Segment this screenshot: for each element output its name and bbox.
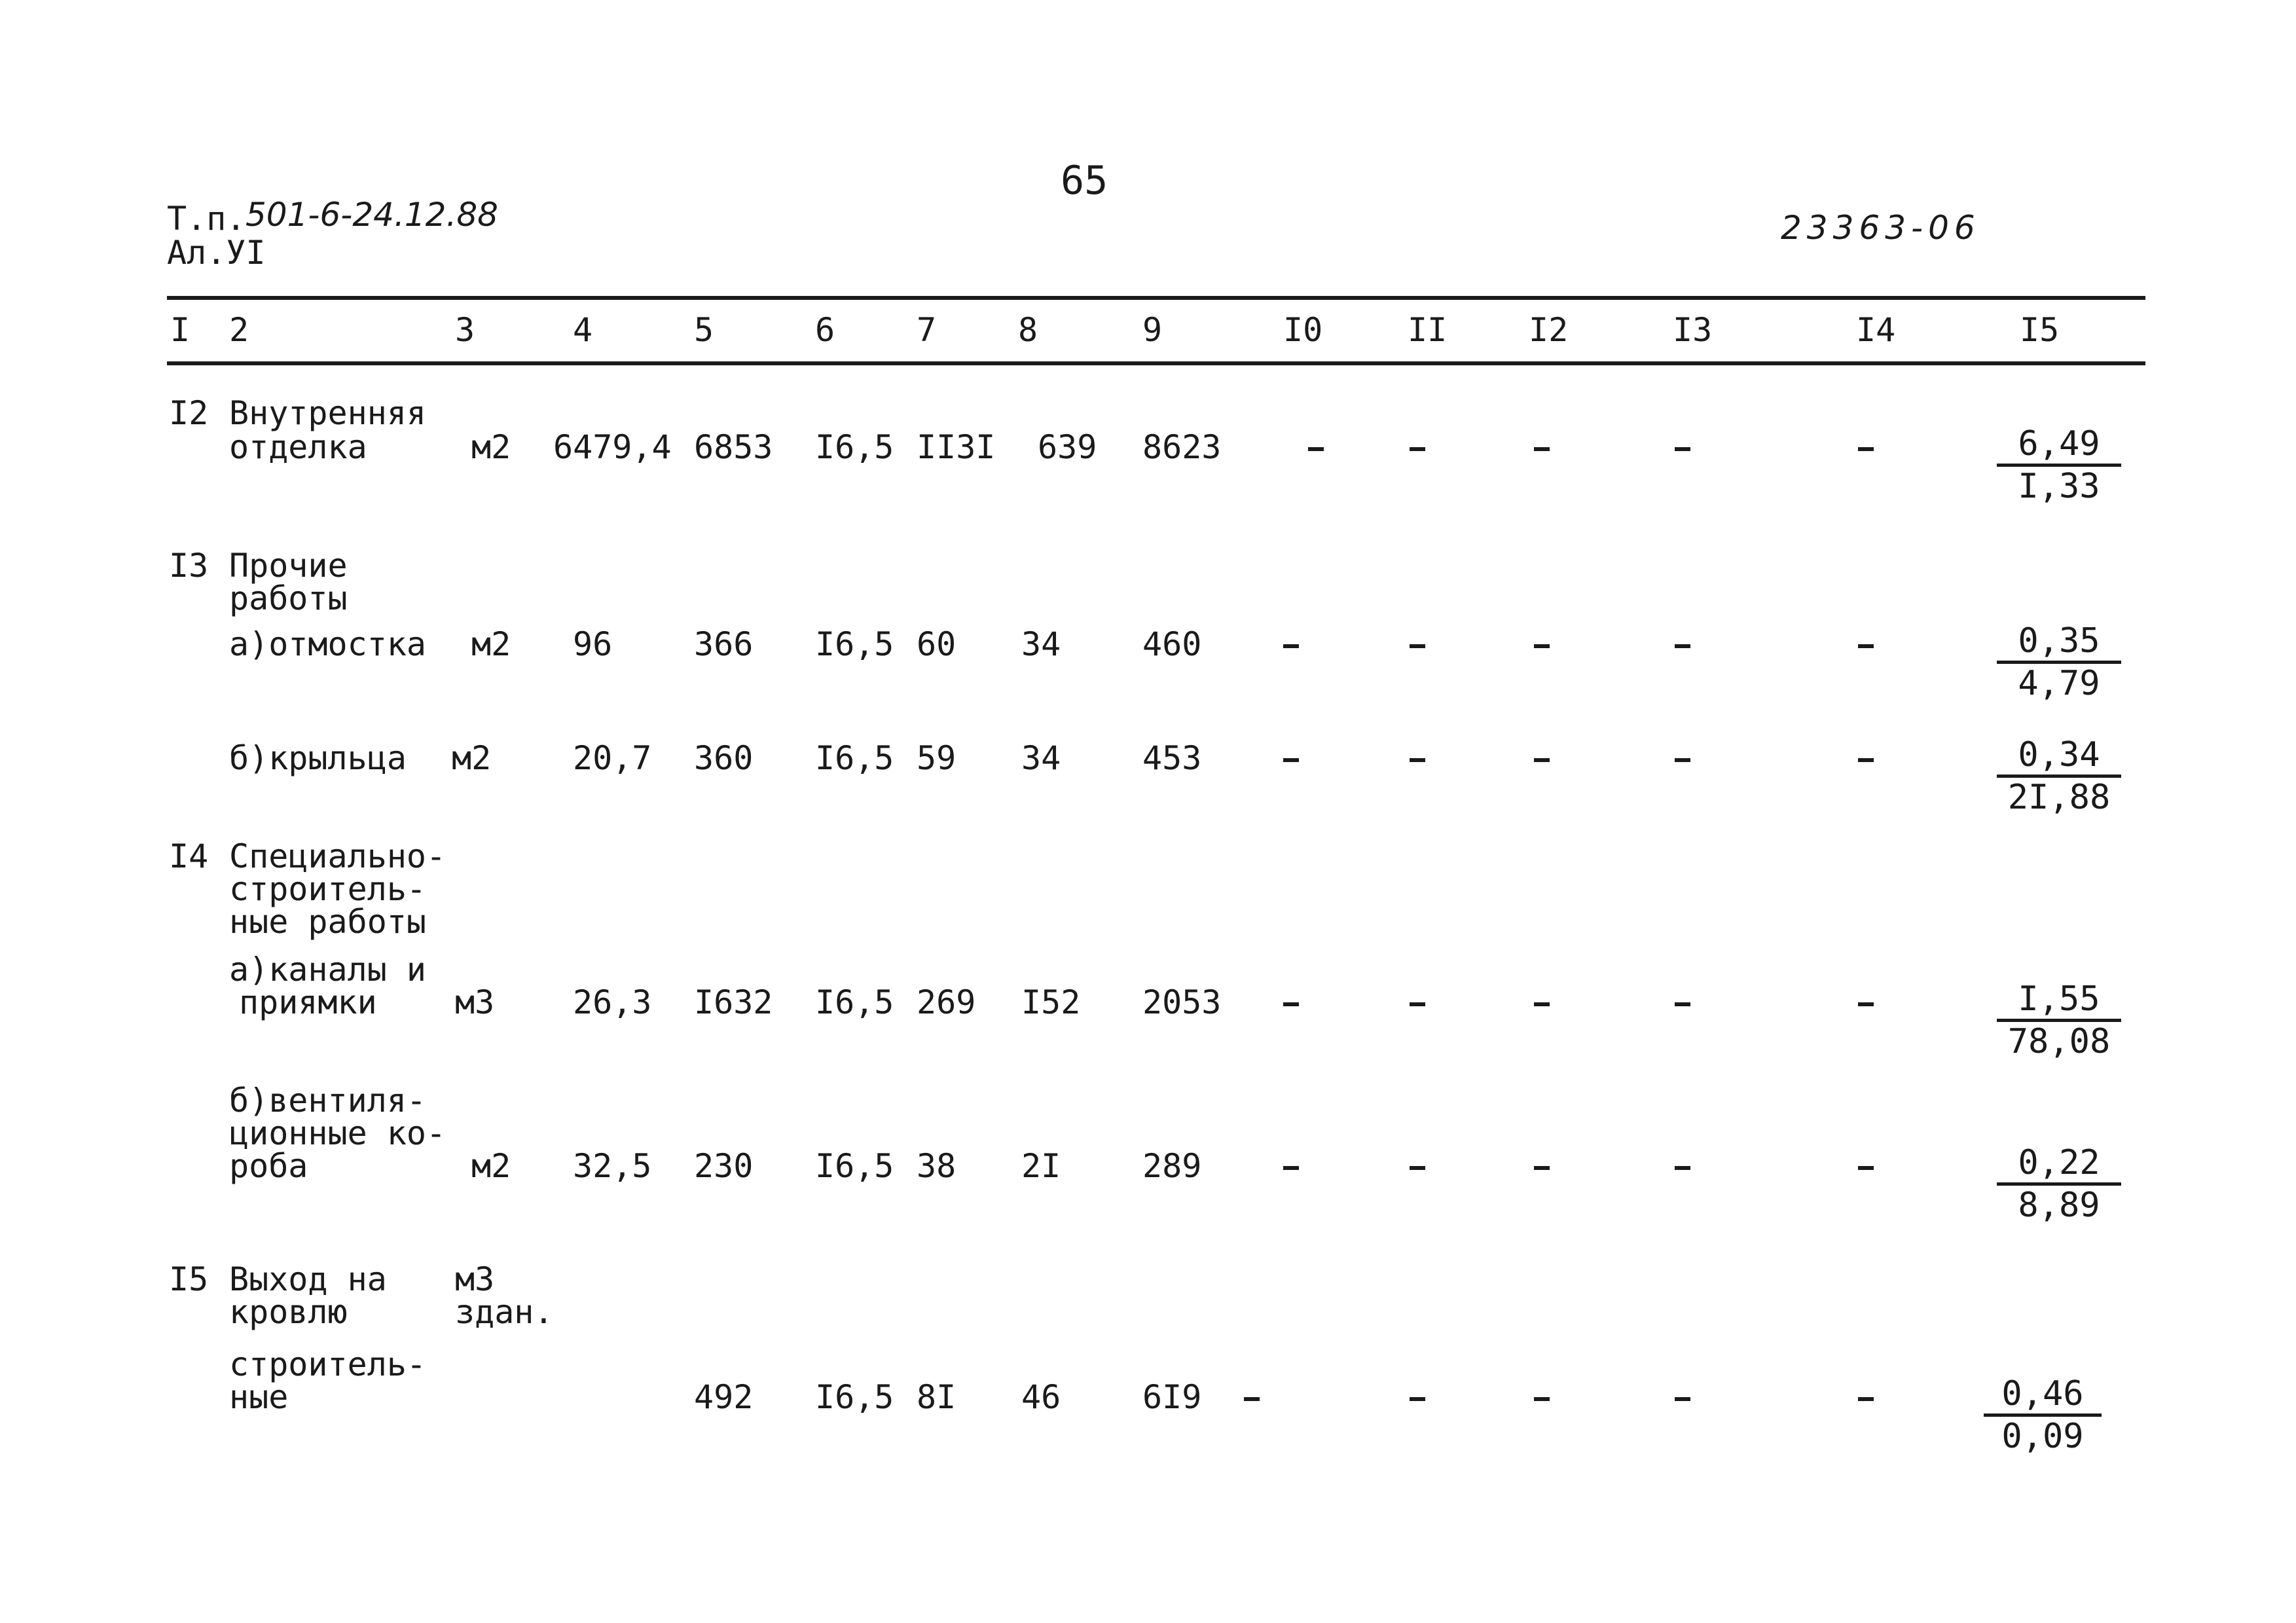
col-header: I0 bbox=[1283, 311, 1323, 349]
cell-c6: I6,5 bbox=[815, 983, 894, 1021]
cell-c5: 366 bbox=[694, 625, 754, 663]
cell-c7: 38 bbox=[917, 1147, 957, 1185]
cell-dash bbox=[1858, 1397, 1874, 1401]
cell-c9: 8623 bbox=[1142, 428, 1222, 466]
cell-dash bbox=[1410, 447, 1425, 451]
cell-unit: м2 bbox=[471, 1147, 511, 1185]
cell-c9: 453 bbox=[1142, 739, 1202, 777]
cell-c7: 59 bbox=[917, 739, 957, 777]
cell-c4: 6479,4 bbox=[553, 428, 672, 466]
cell-c6: I6,5 bbox=[815, 1147, 894, 1185]
row-number: I3 bbox=[169, 547, 209, 585]
row-name-line: роба bbox=[229, 1147, 308, 1185]
cell-c8: 34 bbox=[1021, 739, 1061, 777]
cell-dash bbox=[1675, 1397, 1690, 1401]
cell-dash bbox=[1410, 1397, 1425, 1401]
col-header: I3 bbox=[1673, 311, 1713, 349]
cell-c4: 26,3 bbox=[573, 983, 652, 1021]
row-name-line: строитель- bbox=[229, 870, 427, 908]
col-header: I2 bbox=[1529, 311, 1569, 349]
cell-dash bbox=[1858, 1166, 1874, 1170]
cell-c5: 360 bbox=[694, 739, 754, 777]
cell-c15-bottom: 78,08 bbox=[2007, 1022, 2111, 1061]
cell-c15-bottom: 2I,88 bbox=[2007, 778, 2111, 817]
row-name-line: отделка bbox=[229, 428, 367, 466]
col-header: 9 bbox=[1142, 311, 1163, 349]
cell-c7: 8I bbox=[917, 1378, 957, 1416]
col-header: II bbox=[1408, 311, 1448, 349]
row-name-line: а)отмостка bbox=[229, 625, 427, 663]
cell-c15-top: 6,49 bbox=[1997, 424, 2121, 467]
row-number: I5 bbox=[169, 1260, 209, 1298]
cell-c8: 34 bbox=[1021, 625, 1061, 663]
cell-c5: 492 bbox=[694, 1378, 754, 1416]
cell-dash bbox=[1410, 1166, 1425, 1170]
cell-c6: I6,5 bbox=[815, 625, 894, 663]
col-header: 6 bbox=[815, 311, 835, 349]
cell-c6: I6,5 bbox=[815, 428, 894, 466]
cell-c7: 60 bbox=[917, 625, 957, 663]
row-name-line: ционные ко- bbox=[229, 1114, 446, 1152]
cell-c15 bbox=[1997, 424, 2121, 506]
row-name-line: Специально- bbox=[229, 837, 446, 875]
cell-dash bbox=[1534, 1397, 1550, 1401]
row-name-line: работы bbox=[229, 579, 348, 617]
cell-c15-bottom: I,33 bbox=[2018, 467, 2100, 506]
cell-c4: 32,5 bbox=[573, 1147, 652, 1185]
cell-c5: 230 bbox=[694, 1147, 754, 1185]
cell-dash bbox=[1283, 1002, 1299, 1006]
row-name-line: б)крыльца bbox=[229, 739, 407, 777]
cell-c15-top: 0,46 bbox=[1984, 1374, 2102, 1417]
album-label: Ал.УI bbox=[167, 234, 266, 272]
row-name-line: кровлю bbox=[229, 1293, 348, 1331]
cell-dash bbox=[1534, 1002, 1550, 1006]
cell-c8: I52 bbox=[1021, 983, 1081, 1021]
cell-dash bbox=[1534, 758, 1550, 762]
doc-ref-number: 501-6-24.12.88 bbox=[246, 196, 498, 234]
cell-c15-bottom: 8,89 bbox=[2018, 1186, 2100, 1225]
cell-c4: 96 bbox=[573, 625, 613, 663]
page-number: 65 bbox=[1061, 158, 1108, 204]
cell-unit: м2 bbox=[452, 739, 492, 777]
cell-dash bbox=[1283, 644, 1299, 648]
cell-dash bbox=[1244, 1397, 1260, 1401]
cell-c8: 639 bbox=[1038, 428, 1097, 466]
cell-dash bbox=[1308, 447, 1324, 451]
row-number: I4 bbox=[169, 837, 209, 875]
col-header: 2 bbox=[229, 311, 249, 349]
cell-c6: I6,5 bbox=[815, 739, 894, 777]
cell-c7: II3I bbox=[917, 428, 996, 466]
cell-c15 bbox=[1997, 735, 2121, 817]
cell-unit: м3 bbox=[455, 983, 495, 1021]
cell-dash bbox=[1675, 758, 1690, 762]
table-header-rule bbox=[167, 361, 2145, 365]
col-header: I bbox=[170, 311, 191, 349]
cell-c9: 460 bbox=[1142, 625, 1202, 663]
cell-dash bbox=[1858, 1002, 1874, 1006]
col-header: I4 bbox=[1856, 311, 1896, 349]
cell-unit: м3 bbox=[455, 1260, 495, 1298]
cell-dash bbox=[1410, 758, 1425, 762]
cell-dash bbox=[1675, 1166, 1690, 1170]
cell-dash bbox=[1410, 644, 1425, 648]
cell-unit: м2 bbox=[471, 625, 511, 663]
cell-c15-top: I,55 bbox=[1997, 979, 2121, 1022]
row-name-line: Выход на bbox=[229, 1260, 387, 1298]
cell-c5: I632 bbox=[694, 983, 773, 1021]
cell-c5: 6853 bbox=[694, 428, 773, 466]
cell-unit: здан. bbox=[455, 1293, 554, 1331]
cell-c8: 2I bbox=[1021, 1147, 1061, 1185]
cell-c15-top: 0,22 bbox=[1997, 1143, 2121, 1186]
cell-c15-bottom: 4,79 bbox=[2018, 664, 2100, 703]
col-header: 3 bbox=[455, 311, 475, 349]
cell-dash bbox=[1675, 447, 1690, 451]
cell-dash bbox=[1534, 644, 1550, 648]
row-name-line: б)вентиля- bbox=[229, 1082, 427, 1120]
doc-ref-prefix: Т.п. bbox=[167, 200, 246, 238]
col-header: 8 bbox=[1018, 311, 1038, 349]
cell-dash bbox=[1675, 1002, 1690, 1006]
row-name-line: ные работы bbox=[229, 903, 427, 941]
cell-c15-top: 0,35 bbox=[1997, 621, 2121, 664]
row-name-line: Прочие bbox=[229, 547, 348, 585]
cell-dash bbox=[1858, 447, 1874, 451]
table-top-rule bbox=[167, 296, 2145, 300]
cell-dash bbox=[1858, 644, 1874, 648]
row-name-line: Внутренняя bbox=[229, 394, 427, 432]
cell-c15 bbox=[1997, 621, 2121, 703]
cell-c15-top: 0,34 bbox=[1997, 735, 2121, 778]
col-header: 7 bbox=[917, 311, 937, 349]
row-name-line: строитель- bbox=[229, 1345, 427, 1383]
row-name-line: ные bbox=[229, 1378, 289, 1416]
cell-c15-bottom: 0,09 bbox=[2001, 1417, 2084, 1456]
row-name-line: приямки bbox=[239, 983, 377, 1021]
cell-dash bbox=[1283, 1166, 1299, 1170]
col-header: 4 bbox=[573, 311, 593, 349]
cell-c15 bbox=[1997, 979, 2121, 1061]
cell-c6: I6,5 bbox=[815, 1378, 894, 1416]
cell-dash bbox=[1534, 1166, 1550, 1170]
cell-c9: 6I9 bbox=[1142, 1378, 1202, 1416]
cell-dash bbox=[1283, 758, 1299, 762]
cell-unit: м2 bbox=[471, 428, 511, 466]
cell-dash bbox=[1534, 447, 1550, 451]
row-name-line: а)каналы и bbox=[229, 951, 427, 989]
col-header: I5 bbox=[2020, 311, 2060, 349]
cell-c15 bbox=[1984, 1374, 2102, 1456]
cell-c4: 20,7 bbox=[573, 739, 652, 777]
cell-c8: 46 bbox=[1021, 1378, 1061, 1416]
cell-dash bbox=[1410, 1002, 1425, 1006]
cell-c9: 2053 bbox=[1142, 983, 1222, 1021]
cell-c15 bbox=[1997, 1143, 2121, 1225]
col-header: 5 bbox=[694, 311, 714, 349]
cell-dash bbox=[1675, 644, 1690, 648]
row-number: I2 bbox=[169, 394, 209, 432]
cell-c7: 269 bbox=[917, 983, 976, 1021]
cell-dash bbox=[1858, 758, 1874, 762]
inventory-number: 23363-06 bbox=[1781, 209, 1980, 247]
cell-c9: 289 bbox=[1142, 1147, 1202, 1185]
